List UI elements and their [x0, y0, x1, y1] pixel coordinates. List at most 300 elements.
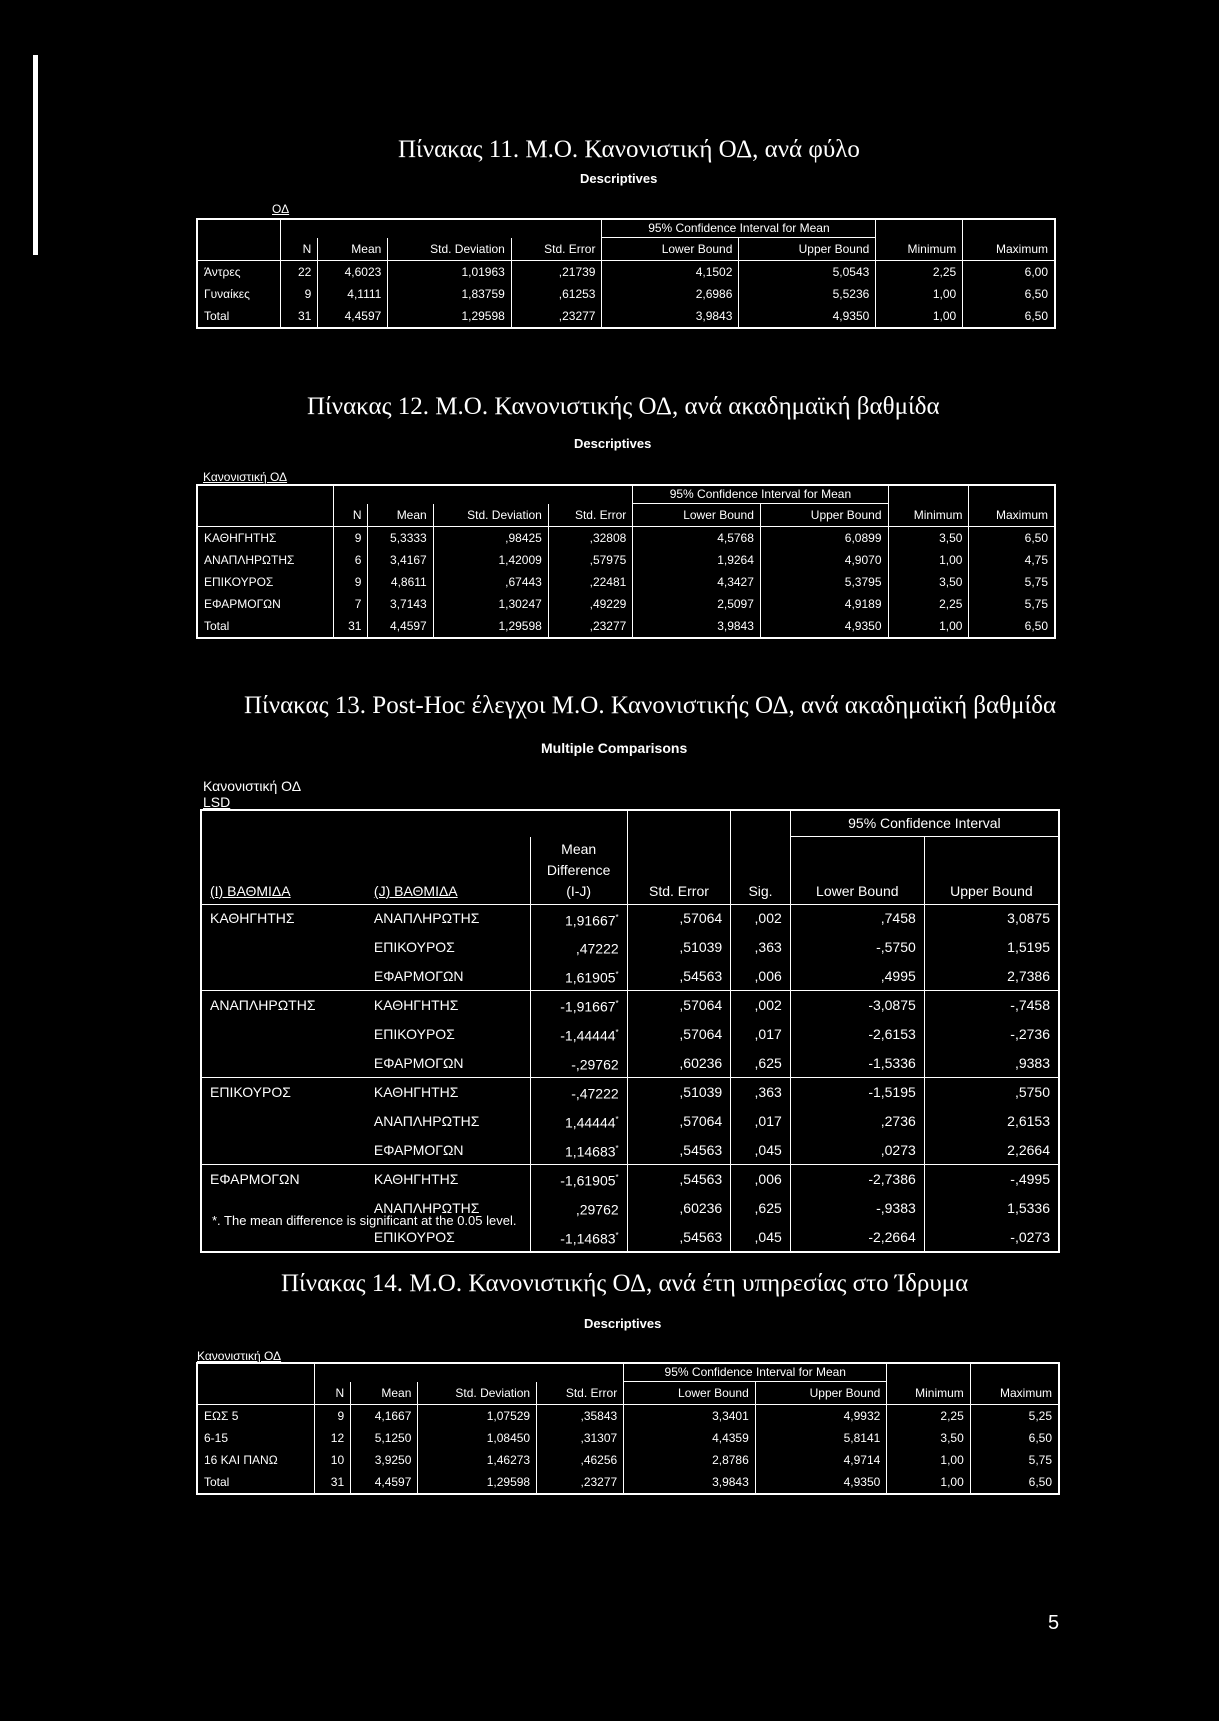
- table-cell: 6,50: [1028, 1431, 1052, 1445]
- upper-bound-cell: -,4995: [924, 1165, 1059, 1194]
- mean-difference-value: -1,91667: [560, 999, 616, 1016]
- corner-cell: [197, 219, 281, 261]
- sig-cell: ,002: [731, 991, 791, 1020]
- row-label: Total: [197, 305, 281, 328]
- ci-header: 95% Confidence Interval for Mean: [602, 219, 876, 238]
- row-label: ΚΑΘΗΓΗΤΗΣ: [197, 527, 333, 550]
- upper-bound-cell: 2,7386: [1007, 967, 1050, 984]
- table-cell: 5,8141: [755, 1427, 887, 1449]
- table-cell: 3,9843: [602, 305, 739, 328]
- sig-cell: ,363: [731, 1078, 791, 1107]
- lower-bound-cell: -2,6153: [790, 1020, 924, 1049]
- sig-cell: ,006: [731, 1165, 791, 1194]
- table-cell: 31: [333, 615, 368, 638]
- table-cell: 5,0543: [739, 261, 876, 284]
- table-cell: ,35843: [537, 1405, 624, 1428]
- table-cell: 1,29598: [418, 1471, 537, 1494]
- column-header: (J) ΒΑΘΜΙΔΑ: [366, 837, 530, 905]
- row-label: ΑΝΑΠΛΗΡΩΤΗΣ: [366, 1194, 530, 1223]
- t12-variable-label: Κανονιστική ΟΔ: [203, 470, 288, 484]
- lower-bound-cell: -2,2664: [790, 1223, 924, 1253]
- table-cell: 4,9070: [760, 549, 888, 571]
- table-cell: 31: [315, 1471, 351, 1494]
- column-header: Minimum: [876, 238, 963, 261]
- std-error-cell: ,54563: [627, 1165, 731, 1194]
- mean-difference-value: -1,14683: [560, 1230, 616, 1247]
- table-cell: 1,00: [876, 305, 963, 328]
- header-spacer: [530, 810, 627, 837]
- table-cell: 9: [281, 283, 318, 305]
- mean-difference-value: -1,61905: [560, 1173, 616, 1190]
- mean-difference-value: -,29762: [571, 1056, 619, 1073]
- mean-difference-value: -1,44444: [560, 1027, 616, 1044]
- t13-footnote: *. The mean difference is significant at the 0.05 level.: [212, 1213, 517, 1228]
- column-header: Maximum: [963, 238, 1055, 261]
- table-cell: 6,50: [1024, 619, 1048, 633]
- upper-bound-cell: 1,5336: [1007, 1199, 1050, 1216]
- column-header: Std. Deviation: [418, 1382, 537, 1405]
- significance-marker: *: [615, 969, 619, 979]
- table-cell: 1,00: [888, 615, 969, 638]
- column-header: Std. Deviation: [433, 504, 548, 527]
- upper-bound-cell: ,9383: [1014, 1054, 1050, 1071]
- ci-header: 95% Confidence Interval for Mean: [624, 1363, 887, 1382]
- table-cell: 1,01963: [388, 261, 512, 284]
- mean-difference-cell: [530, 962, 627, 991]
- table-cell: ,23277: [548, 615, 632, 638]
- table-cell: 2,25: [876, 261, 963, 284]
- column-header: Lower Bound: [633, 504, 761, 527]
- table-cell: 4,4597: [368, 615, 433, 638]
- header-spacer: [281, 219, 318, 238]
- table-cell: 9: [333, 527, 368, 550]
- mean-difference-cell: [530, 1107, 627, 1136]
- t11-caption: Πίνακας 11. Μ.Ο. Κανονιστική ΟΔ, ανά φύλο: [398, 136, 860, 163]
- std-error-cell: ,57064: [627, 1020, 731, 1049]
- table-cell: 3,4167: [368, 549, 433, 571]
- row-label: ΚΑΘΗΓΗΤΗΣ: [366, 991, 530, 1020]
- table-cell: ,67443: [433, 571, 548, 593]
- std-error-cell: ,51039: [627, 933, 731, 962]
- header-row: [197, 238, 1055, 261]
- mean-difference-cell: [530, 991, 627, 1020]
- header-spacer: [876, 219, 963, 238]
- header-row: [197, 1363, 1059, 1382]
- t12-caption: Πίνακας 12. Μ.Ο. Κανονιστικής ΟΔ, ανά ακαδημαϊκή βαθμίδα: [307, 393, 940, 420]
- header-spacer: [731, 810, 791, 837]
- t12-descriptives-table: [196, 484, 1056, 639]
- mean-difference-cell: [530, 1136, 627, 1165]
- lower-bound-cell: -3,0875: [790, 991, 924, 1020]
- header-spacer: [388, 219, 512, 238]
- mean-difference-cell: [530, 1078, 627, 1107]
- table-cell: 5,25: [1028, 1409, 1052, 1423]
- table-row: [201, 1107, 1059, 1136]
- header-spacer: [887, 1363, 970, 1382]
- header-row: [201, 837, 1059, 905]
- sig-cell: ,625: [731, 1194, 791, 1223]
- column-header: Minimum: [887, 1382, 970, 1405]
- column-header: Upper Bound: [755, 1382, 887, 1405]
- table-cell: 1,9264: [633, 549, 761, 571]
- lower-bound-cell: ,7458: [790, 904, 924, 933]
- header-spacer: [418, 1363, 537, 1382]
- table-cell: 4,4597: [351, 1471, 418, 1494]
- header-row: [197, 219, 1055, 238]
- row-label: ΕΩΣ 5: [197, 1405, 315, 1428]
- column-header: Upper Bound: [739, 238, 876, 261]
- table-cell: 1,00: [887, 1449, 970, 1471]
- column-header: N: [281, 238, 318, 261]
- header-row: [201, 810, 1059, 837]
- table-cell: ,32808: [548, 527, 632, 550]
- mean-difference-value: ,29762: [575, 1201, 619, 1218]
- table-cell: 6,50: [1024, 531, 1048, 545]
- column-header: Lower Bound: [602, 238, 739, 261]
- table-cell: 7: [333, 593, 368, 615]
- column-header: Mean: [368, 504, 433, 527]
- column-header: Minimum: [888, 504, 969, 527]
- table-cell: 6,0899: [760, 527, 888, 550]
- lower-bound-cell: -2,7386: [790, 1165, 924, 1194]
- row-group-label: ΚΑΘΗΓΗΤΗΣ: [210, 910, 295, 927]
- mean-difference-cell: [530, 904, 627, 933]
- header-spacer: [963, 219, 1055, 238]
- table-row: [201, 1049, 1059, 1078]
- column-header: Upper Bound: [924, 837, 1059, 905]
- table-row: [197, 1427, 1059, 1449]
- table-cell: 2,5097: [633, 593, 761, 615]
- column-header: Mean Difference (I-J): [530, 837, 627, 905]
- table-cell: 3,7143: [368, 593, 433, 615]
- sig-cell: ,017: [731, 1107, 791, 1136]
- row-label: 16 ΚΑΙ ΠΑΝΩ: [197, 1449, 315, 1471]
- table-cell: ,23277: [537, 1471, 624, 1494]
- table-cell: 4,5768: [633, 527, 761, 550]
- row-label: ΕΦΑΡΜΟΓΩΝ: [197, 593, 333, 615]
- sig-cell: ,625: [731, 1049, 791, 1078]
- significance-marker: *: [615, 1028, 619, 1038]
- column-header: Lower Bound: [624, 1382, 756, 1405]
- std-error-cell: ,54563: [627, 1223, 731, 1253]
- table-cell: 2,25: [887, 1405, 970, 1428]
- row-label: ΕΠΙΚΟΥΡΟΣ: [197, 571, 333, 593]
- table-cell: 4,9350: [760, 615, 888, 638]
- table-cell: 3,3401: [624, 1405, 756, 1428]
- significance-marker: *: [615, 1115, 619, 1125]
- column-header: Std. Error: [511, 238, 602, 261]
- table-cell: 3,50: [888, 527, 969, 550]
- table-cell: ,22481: [548, 571, 632, 593]
- column-header: N: [315, 1382, 351, 1405]
- table-cell: ,49229: [548, 593, 632, 615]
- table-cell: 1,00: [876, 283, 963, 305]
- row-group-label: [201, 962, 366, 991]
- table-cell: 5,3795: [760, 571, 888, 593]
- table-cell: 1,07529: [418, 1405, 537, 1428]
- table-cell: 4,8611: [368, 571, 433, 593]
- t11-variable-label: ΟΔ: [272, 202, 290, 216]
- upper-bound-cell: -,2736: [1010, 1025, 1050, 1042]
- ci-header: 95% Confidence Interval for Mean: [633, 485, 888, 504]
- table-cell: 1,46273: [418, 1449, 537, 1471]
- table-cell: 4,9714: [755, 1449, 887, 1471]
- header-spacer: [888, 485, 969, 504]
- table-cell: 3,50: [888, 571, 969, 593]
- column-header: Mean: [351, 1382, 418, 1405]
- table-cell: 5,1250: [351, 1427, 418, 1449]
- page-margin-rule: [33, 55, 38, 255]
- header-spacer: [368, 485, 433, 504]
- table-row: [197, 1405, 1059, 1428]
- t14-caption: Πίνακας 14. Μ.Ο. Κανονιστικής ΟΔ, ανά έτη υπηρεσίας στο Ίδρυμα: [281, 1270, 969, 1297]
- table-row: [197, 527, 1055, 550]
- column-header: N: [333, 504, 368, 527]
- table-cell: 3,9250: [351, 1449, 418, 1471]
- std-error-cell: ,60236: [627, 1194, 731, 1223]
- column-header: Maximum: [969, 504, 1055, 527]
- corner-cell: [197, 485, 333, 527]
- header-spacer: [969, 485, 1055, 504]
- column-header: Upper Bound: [760, 504, 888, 527]
- lower-bound-cell: ,2736: [790, 1107, 924, 1136]
- header-row: [197, 485, 1055, 504]
- row-label: ΕΦΑΡΜΟΓΩΝ: [366, 1049, 530, 1078]
- table-cell: 4,3427: [633, 571, 761, 593]
- sig-cell: ,017: [731, 1020, 791, 1049]
- column-header: Maximum: [970, 1382, 1059, 1405]
- t11-descriptives-table: [196, 218, 1056, 329]
- column-header: Sig.: [731, 837, 791, 905]
- header-row: [197, 1382, 1059, 1405]
- table-cell: 3,9843: [624, 1471, 756, 1494]
- row-label: ΚΑΘΗΓΗΤΗΣ: [366, 1165, 530, 1194]
- table-row: [201, 904, 1059, 933]
- header-spacer: [537, 1363, 624, 1382]
- row-group-label: ΑΝΑΠΛΗΡΩΤΗΣ: [201, 991, 366, 1020]
- header-spacer: [511, 219, 602, 238]
- t13-method-label: LSD: [203, 794, 231, 810]
- row-label: ΕΠΙΚΟΥΡΟΣ: [366, 933, 530, 962]
- t14-variable-label: Κανονιστική ΟΔ: [197, 1349, 282, 1363]
- table-cell: ,31307: [537, 1427, 624, 1449]
- table-cell: 5,75: [1024, 575, 1048, 589]
- row-group-label: [201, 1136, 366, 1165]
- header-spacer: [970, 1363, 1059, 1382]
- t14-title: Descriptives: [584, 1316, 662, 1331]
- table-cell: ,21739: [511, 261, 602, 284]
- column-header: Lower Bound: [790, 837, 924, 905]
- row-label: Total: [197, 615, 333, 638]
- table-row: [201, 991, 1059, 1020]
- table-cell: 3,50: [887, 1427, 970, 1449]
- table-cell: 5,75: [1028, 1453, 1052, 1467]
- t14-descriptives-table: [196, 1362, 1060, 1495]
- table-cell: 9: [333, 571, 368, 593]
- mean-difference-value: 1,44444: [564, 1114, 616, 1131]
- sig-cell: ,002: [731, 904, 791, 933]
- table-cell: 10: [315, 1449, 351, 1471]
- table-row: [201, 1165, 1059, 1194]
- mean-difference-value: ,47222: [575, 940, 619, 957]
- table-cell: 4,9189: [760, 593, 888, 615]
- table-row: [197, 1471, 1059, 1494]
- significance-marker: *: [615, 1230, 619, 1240]
- std-error-cell: ,57064: [627, 904, 731, 933]
- mean-difference-cell: [530, 1049, 627, 1078]
- mean-difference-value: 1,91667: [564, 912, 616, 929]
- table-cell: 6,00: [1024, 265, 1048, 279]
- table-cell: 5,75: [1024, 597, 1048, 611]
- row-label: ΕΦΑΡΜΟΓΩΝ: [366, 1136, 530, 1165]
- table-cell: 1,08450: [418, 1427, 537, 1449]
- table-cell: 4,1502: [602, 261, 739, 284]
- lower-bound-cell: -1,5195: [790, 1078, 924, 1107]
- table-cell: 2,8786: [624, 1449, 756, 1471]
- table-cell: 1,29598: [433, 615, 548, 638]
- table-cell: 6,50: [1024, 287, 1048, 301]
- row-label: ΚΑΘΗΓΗΤΗΣ: [366, 1078, 530, 1107]
- table-row: [197, 549, 1055, 571]
- column-header: Std. Error: [537, 1382, 624, 1405]
- lower-bound-cell: -,9383: [790, 1194, 924, 1223]
- header-spacer: [201, 810, 366, 837]
- table-row: [197, 305, 1055, 328]
- table-cell: 1,83759: [388, 283, 512, 305]
- table-cell: ,57975: [548, 549, 632, 571]
- sig-cell: ,045: [731, 1223, 791, 1253]
- table-cell: 4,75: [1024, 553, 1048, 567]
- table-cell: 4,4359: [624, 1427, 756, 1449]
- std-error-cell: ,54563: [627, 962, 731, 991]
- table-cell: 5,5236: [739, 283, 876, 305]
- std-error-cell: ,51039: [627, 1078, 731, 1107]
- column-header: Mean: [318, 238, 388, 261]
- t13-caption: Πίνακας 13. Post-Hoc έλεγχοι Μ.Ο. Κανονιστικής ΟΔ, ανά ακαδημαϊκή βαθμίδα: [244, 692, 1057, 719]
- table-cell: ,61253: [511, 283, 602, 305]
- table-cell: 9: [315, 1405, 351, 1428]
- std-error-cell: ,60236: [627, 1049, 731, 1078]
- table-cell: ,23277: [511, 305, 602, 328]
- upper-bound-cell: 1,5195: [1007, 938, 1050, 955]
- row-label: ΑΝΑΠΛΗΡΩΤΗΣ: [197, 549, 333, 571]
- mean-difference-cell: [530, 1165, 627, 1194]
- header-spacer: [366, 810, 530, 837]
- table-cell: 4,9932: [755, 1405, 887, 1428]
- row-label: 6-15: [197, 1427, 315, 1449]
- t13-variable-label: Κανονιστική ΟΔ: [203, 778, 302, 794]
- table-cell: 4,9350: [739, 305, 876, 328]
- table-cell: 1,29598: [388, 305, 512, 328]
- table-cell: ,46256: [537, 1449, 624, 1471]
- table-cell: 3,9843: [633, 615, 761, 638]
- table-cell: 12: [315, 1427, 351, 1449]
- lower-bound-cell: -,5750: [790, 933, 924, 962]
- row-group-label: ΕΠΙΚΟΥΡΟΣ: [201, 1078, 366, 1107]
- significance-marker: *: [615, 1173, 619, 1183]
- table-cell: 4,1111: [318, 283, 388, 305]
- page-number: 5: [1048, 1612, 1060, 1634]
- mean-difference-value: -,47222: [571, 1086, 619, 1103]
- table-row: [201, 962, 1059, 991]
- table-row: [197, 1449, 1059, 1471]
- significance-marker: *: [615, 912, 619, 922]
- table-row: [201, 1078, 1059, 1107]
- t11-title: Descriptives: [580, 171, 658, 186]
- row-label: ΕΦΑΡΜΟΓΩΝ: [366, 962, 530, 991]
- upper-bound-cell: 2,6153: [1007, 1112, 1050, 1129]
- row-label: Total: [197, 1471, 315, 1494]
- table-cell: 22: [281, 261, 318, 284]
- header-spacer: [318, 219, 388, 238]
- std-error-cell: ,57064: [627, 991, 731, 1020]
- std-error-cell: ,57064: [627, 1107, 731, 1136]
- mean-difference-cell: [530, 1223, 627, 1253]
- table-cell: ,98425: [433, 527, 548, 550]
- column-header: Std. Error: [548, 504, 632, 527]
- table-cell: 4,1667: [351, 1405, 418, 1428]
- t13-multiple-comparisons-table: [200, 809, 1060, 1253]
- sig-cell: ,363: [731, 933, 791, 962]
- upper-bound-cell: 3,0875: [1007, 910, 1050, 927]
- row-label: ΑΝΑΠΛΗΡΩΤΗΣ: [366, 904, 530, 933]
- mean-difference-cell: [530, 1194, 627, 1223]
- table-row: [197, 615, 1055, 638]
- row-group-label: [201, 1020, 366, 1049]
- table-row: [201, 933, 1059, 962]
- significance-marker: *: [615, 1143, 619, 1153]
- table-cell: 4,6023: [318, 261, 388, 284]
- column-header: Std. Error: [627, 837, 731, 905]
- sig-cell: ,045: [731, 1136, 791, 1165]
- lower-bound-cell: ,4995: [790, 962, 924, 991]
- row-group-label: [201, 1107, 366, 1136]
- t13-title: Multiple Comparisons: [541, 740, 688, 756]
- table-cell: 6,50: [1028, 1475, 1052, 1489]
- mean-difference-cell: [530, 1020, 627, 1049]
- column-header: (I) ΒΑΘΜΙΔΑ: [201, 837, 366, 905]
- row-label: Άντρες: [197, 261, 281, 284]
- row-label: ΕΠΙΚΟΥΡΟΣ: [366, 1223, 530, 1253]
- table-cell: 4,9350: [755, 1471, 887, 1494]
- table-cell: 1,42009: [433, 549, 548, 571]
- row-label: ΕΠΙΚΟΥΡΟΣ: [366, 1020, 530, 1049]
- mean-difference-value: 1,14683: [564, 1143, 616, 1160]
- table-cell: 2,6986: [602, 283, 739, 305]
- table-cell: 5,3333: [368, 527, 433, 550]
- sig-cell: ,006: [731, 962, 791, 991]
- row-group-label: [201, 933, 366, 962]
- header-spacer: [351, 1363, 418, 1382]
- table-cell: 1,30247: [433, 593, 548, 615]
- header-spacer: [433, 485, 548, 504]
- table-cell: 31: [281, 305, 318, 328]
- table-cell: 4,4597: [318, 305, 388, 328]
- table-row: [197, 571, 1055, 593]
- t12-title: Descriptives: [574, 436, 652, 451]
- column-header: Std. Deviation: [388, 238, 512, 261]
- table-row: [201, 1136, 1059, 1165]
- table-cell: 2,25: [888, 593, 969, 615]
- upper-bound-cell: ,5750: [924, 1078, 1059, 1107]
- mean-difference-cell: [530, 933, 627, 962]
- table-row: [201, 1020, 1059, 1049]
- header-spacer: [315, 1363, 351, 1382]
- table-row: [197, 593, 1055, 615]
- lower-bound-cell: ,0273: [790, 1136, 924, 1165]
- ci-header: 95% Confidence Interval: [790, 810, 1059, 837]
- row-group-label: ΕΦΑΡΜΟΓΩΝ: [201, 1165, 366, 1194]
